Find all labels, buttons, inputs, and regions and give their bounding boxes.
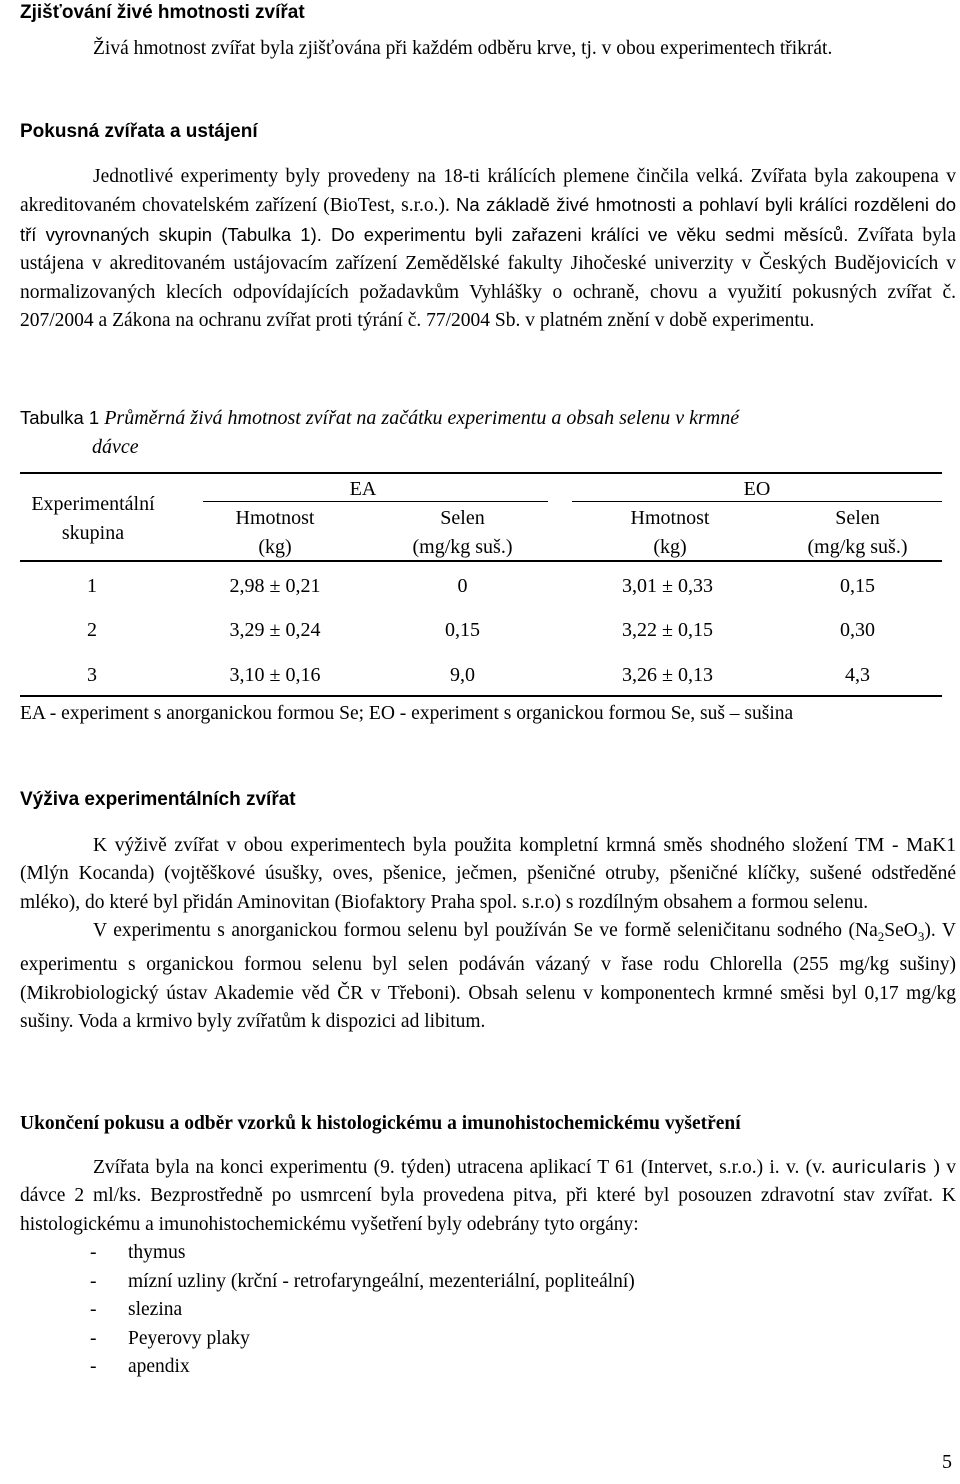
ea-weight-unit: (kg) [258,536,292,558]
table-cell-ea-selen: 9,0 [450,664,475,686]
list-dash: - [90,1270,97,1292]
list-item [20,1325,956,1354]
table-bottom-rule [20,695,942,697]
table-cell-group: 3 [87,664,97,686]
weight-selenium-table [20,470,942,730]
table-cell-eo-selen: 4,3 [845,664,870,686]
list-dash: - [90,1356,97,1377]
table-cell-ea-selen: 0 [457,575,468,597]
eo-selen-unit: (mg/kg suš.) [807,536,908,558]
table-cell-group: 2 [87,619,97,641]
table-caption-line1: Průměrná živá hmotnost zvířat na začátku experimentu a obsah selenu v krmné [99,407,740,429]
header-eo: EO [743,478,771,500]
table-cell-eo-weight: 3,26 ± 0,13 [622,664,713,686]
heading-termination: Ukončení pokusu a odběr vzorků k histologickému a imunohistochemickému vyšetření [20,1113,741,1134]
nutrition-2-sub1: 2 [877,928,885,944]
paragraph-nutrition-1: K výživě zvířat v obou experimentech byla použita kompletní krmná směs shodného složení TM - MaK1 (Mlýn Kocanda) (vojtěškové úsušky, oves, pšenice, ječmen, pšeničné otruby, pšeničné klíčky, sušené odstředěné mléko), do které byl přidán Aminovitan (Biofaktory Praha spol. s.r.o) s rozdílným obsahem a formou selenu. [20,834,956,913]
heading-nutrition: Výživa experimentálních zvířat [20,789,296,810]
eo-weight-unit: (kg) [653,536,687,558]
table-note: EA - experiment s anorganickou formou Se; EO - experiment s organickou formou Se, suš – sušina [20,703,794,724]
organ-list [20,1239,956,1382]
list-dash: - [90,1327,97,1349]
ea-selen-unit: (mg/kg suš.) [412,536,513,558]
ea-weight-label: Hmotnost [235,507,315,529]
list-item [20,1239,956,1268]
section-nutrition [20,786,956,1037]
section-live-weight [20,0,956,63]
paragraph-nutrition-2 [20,917,956,1037]
heading-animals-housing: Pokusná zvířata a ustájení [20,121,258,142]
termination-text-b: auricularis [831,1155,928,1177]
paragraph-termination [20,1153,956,1240]
table-cell-eo-weight: 3,01 ± 0,33 [622,575,713,597]
header-ea: EA [349,478,377,500]
nutrition-2-b: SeO [884,920,918,941]
table-cell-ea-weight: 3,10 ± 0,16 [229,664,321,686]
animals-text-b: Na základě živé hmotnosti a pohlaví byli králíci rozděleni do tří vyrovnaných skupin (Tabulka 1). Do experimentu byli zařazeni králíci ve věku sedmi měsíců. [20,194,956,245]
section-termination [20,1110,956,1382]
termination-text-a: Zvířata byla na konci experimentu (9. týden) utracena aplikací T 61 (Intervet, s.r.o.) i. v. (v. [93,1156,832,1178]
header-ea-weight [200,504,350,562]
heading-live-weight: Zjišťování živé hmotnosti zvířat [20,2,305,23]
list-item [20,1353,956,1382]
header-eo-weight [595,504,745,562]
list-item [20,1268,956,1297]
organ-spleen: slezina [128,1299,183,1320]
list-dash: - [90,1299,97,1320]
header-group-text: Experimentální skupina [31,493,155,544]
table-cell-eo-weight: 3,22 ± 0,15 [622,619,713,641]
page-number: 5 [942,1451,952,1473]
table-caption-label: Tabulka 1 [20,407,100,428]
list-dash: - [90,1242,97,1263]
nutrition-2-a: V experimentu s anorganickou formou selenu byl používán Se ve formě seleničitanu sodného (Na [93,920,878,941]
termination-text-c: ) v dávce 2 ml/ks. Bezprostředně po usmrcení byla provedena pitva, při které byl posouzen zdravotní stav zvířat. K histologickému a imunohistochemickému vyšetření byly odebrány tyto orgány: [20,1156,956,1235]
organ-peyer-patches: Peyerovy plaky [128,1327,250,1349]
table-cell-eo-selen: 0,15 [840,575,875,597]
nutrition-2-c: ). V experimentu s organickou formou selenu byl selen podáván vázaný v řase rodu Chlorella (255 mg/kg sušiny) (Mikrobiologický ústav Akademie věd ČR v Třeboni). Obsah selenu v komponentech krmné směsi byl 0,17 mg/kg sušiny. Voda a krmivo byly zvířatům k dispozici ad libitum. [20,920,956,1033]
table-cell-ea-weight: 3,29 ± 0,24 [229,619,321,641]
header-ea-selen [390,504,535,562]
table-cell-eo-selen: 0,30 [840,619,875,641]
animals-text-a: Jednotlivé experimenty byly provedeny na 18-ti králících plemene činčila velká. Zvířata byla zakoupena v akreditovaném chovatelském zařízení (BioTest, s.r.o.). [20,165,956,216]
header-group [8,490,178,548]
animals-text-c: Zvířata byla ustájena v akreditovaném ustájovacím zařízení Zemědělské fakulty Jihočeské univerzity v Českých Budějovicích v normalizovaných klecích odpovídajících požadavkům Vyhlášky o ochraně, chovu a využití pokusných zvířat č. 207/2004 a Zákona na ochranu zvířat proti týrání č. 77/2004 Sb. v platném znění v době experimentu. [20,224,956,331]
nutrition-2-sub2: 3 [917,928,925,944]
organ-thymus: thymus [128,1242,186,1263]
eo-weight-label: Hmotnost [630,507,710,529]
table-cell-group: 1 [87,575,97,597]
table-top-rule [20,472,942,474]
header-eo-selen [785,504,930,562]
list-item [20,1296,956,1325]
ea-selen-label: Selen [440,507,485,529]
paragraph-live-weight: Živá hmotnost zvířat byla zjišťována při každém odběru krve, tj. v obou experimentech třikrát. [93,37,833,59]
organ-lymph-nodes: mízní uzliny (krční - retrofaryngeální, mezenteriální, popliteální) [128,1270,635,1292]
paragraph-animals-housing [20,163,956,336]
table-cell-ea-selen: 0,15 [445,619,480,641]
table-cell-ea-weight: 2,98 ± 0,21 [229,575,321,597]
organ-appendix: apendix [128,1356,190,1377]
section-animals-housing [20,118,956,336]
eo-selen-label: Selen [835,507,880,529]
table-caption-line2: dávce [92,436,139,458]
table-caption [20,403,956,462]
